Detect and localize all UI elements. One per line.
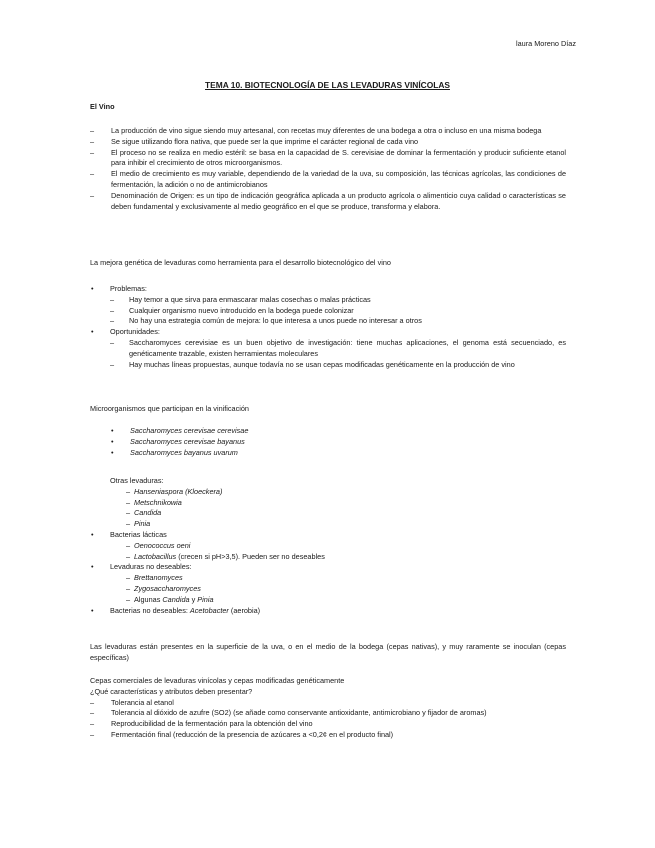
heading-el-vino: El Vino bbox=[90, 102, 115, 111]
list-item: – Tolerancia al etanol bbox=[90, 698, 566, 709]
species-name: Metschnikowia bbox=[134, 497, 182, 507]
list-item-oportunidades bbox=[90, 327, 566, 338]
cepas-section bbox=[90, 676, 566, 741]
species-name: Zygosaccharomyces bbox=[134, 583, 201, 593]
list-item: – Fermentación final (reducción de la presencia de azúcares a <0,2¢ en el producto final) bbox=[90, 730, 566, 741]
author-name: laura Moreno Díaz bbox=[515, 39, 576, 48]
no-deseables-label: Levaduras no deseables: bbox=[110, 562, 192, 572]
oportunidades-label: Oportunidades: bbox=[110, 327, 160, 337]
paragraph-levaduras: Las levaduras están presentes en la superficie de la uva, o en el medio de la bodega (cepas nativas), y muy raramente se inoculan (cepas específicas) bbox=[90, 642, 566, 662]
lactobacillus-note: (crecen si pH>3,5). Pueden ser no deseables bbox=[176, 551, 325, 561]
acetic-suffix: (aerobia) bbox=[228, 605, 261, 615]
saccharomyces-list bbox=[110, 426, 566, 458]
heading-mejora-genetica: La mejora genética de levaduras como herramienta para el desarrollo biotecnológico del vino bbox=[90, 258, 391, 267]
conjunction: y bbox=[189, 594, 198, 604]
list-item: – El proceso no se realiza en medio estéril: se basa en la capacidad de S. cerevisiae de dominar la fermentación y producir suficiente etanol para inhibir el crecimiento de otros microorganismos. bbox=[90, 148, 566, 170]
list-item: – Cualquier organismo nuevo introducido en la bodega puede colonizar bbox=[110, 306, 566, 317]
list-item bbox=[90, 573, 566, 584]
list-item-no-deseables bbox=[90, 562, 566, 573]
list-item: – Hay temor a que sirva para enmascarar malas cosechas o malas prácticas bbox=[110, 295, 566, 306]
list-item bbox=[110, 448, 566, 459]
species-name: Candida bbox=[162, 594, 190, 604]
oportunidades-sublist bbox=[90, 338, 566, 370]
heading-microorganismos: Microorganismos que participan en la vinificación bbox=[90, 404, 249, 413]
list-item bbox=[90, 595, 566, 606]
list-item bbox=[90, 487, 566, 498]
list-item bbox=[90, 498, 566, 509]
list-item: – El medio de crecimiento es muy variable, dependiendo de la variedad de la uva, su composición, las técnicas agrícolas, las condiciones de fermentación, la adición o no de antimicrobianos bbox=[90, 169, 566, 191]
species-name: Saccharomyces bayanus uvarum bbox=[130, 447, 238, 457]
list-item bbox=[90, 519, 566, 530]
species-name: Oenococcus oeni bbox=[134, 540, 191, 550]
acetic-prefix: Bacterias no deseables: bbox=[110, 605, 190, 615]
list-item: – Saccharomyces cerevisiae es un buen objetivo de investigación: tiene muchas aplicaciones, el genoma está secuenciado, es genéticamente trazable, existen herramientas moleculares bbox=[110, 338, 566, 360]
species-name: Lactobacillus bbox=[134, 551, 177, 561]
list-item bbox=[110, 426, 566, 437]
list-item bbox=[90, 584, 566, 595]
species-name: Candida bbox=[134, 508, 162, 518]
list-item bbox=[90, 508, 566, 519]
list-item bbox=[110, 437, 566, 448]
list-item-problemas bbox=[90, 284, 566, 295]
species-name: Pinia bbox=[134, 519, 151, 529]
list-item bbox=[90, 552, 566, 563]
list-item: – No hay una estrategia común de mejora: lo que interesa a unos puede no interesar a otros bbox=[110, 316, 566, 327]
list-item-acetic bbox=[90, 606, 566, 617]
species-name: Brettanomyces bbox=[134, 573, 183, 583]
list-item: – Tolerancia al dióxido de azufre (SO2) (se añade como conservante antioxidante, antimicrobiano y fijador de aromas) bbox=[90, 708, 566, 719]
list-item: – Reproducibilidad de la fermentación para la obtención del vino bbox=[90, 719, 566, 730]
cepas-heading-1: Cepas comerciales de levaduras vinícolas y cepas modificadas genéticamente bbox=[90, 676, 345, 685]
document-title: TEMA 10. BIOTECNOLOGÍA DE LAS LEVADURAS VINÍCOLAS bbox=[205, 80, 450, 90]
otras-block bbox=[90, 476, 566, 616]
list-item bbox=[90, 541, 566, 552]
list-item: – Se sigue utilizando flora nativa, que puede ser la que imprime el carácter regional de cada vino bbox=[90, 137, 566, 148]
species-name: Hanseniaspora (Kloeckera) bbox=[134, 486, 223, 496]
list-item-bacterias bbox=[90, 530, 566, 541]
list-item: – Hay muchas líneas propuestas, aunque todavía no se usan cepas modificadas genéticamente en la producción de vino bbox=[110, 360, 566, 371]
species-name: Saccharomyces cerevisae cerevisae bbox=[130, 426, 249, 435]
mejora-list bbox=[90, 284, 566, 370]
problemas-label: Problemas: bbox=[110, 284, 147, 293]
algunas-prefix: Algunas bbox=[134, 594, 163, 604]
otras-label: Otras levaduras: bbox=[110, 476, 164, 485]
cepas-heading-2: ¿Qué características y atributos deben presentar? bbox=[90, 686, 253, 696]
vino-list bbox=[90, 126, 566, 212]
list-item: – Denominación de Origen: es un tipo de indicación geográfica aplicada a un producto agrícola o alimenticio cuya calidad o características se deben fundamental y exclusivamente al medio geográfico en el que se produce, transforma y elabora. bbox=[90, 191, 566, 213]
bacterias-label: Bacterias lácticas bbox=[110, 529, 167, 539]
problemas-sublist bbox=[90, 295, 566, 327]
species-name: Saccharomyces cerevisae bayanus bbox=[130, 436, 245, 446]
species-name: Pinia bbox=[197, 594, 214, 604]
list-item: – La producción de vino sigue siendo muy artesanal, con recetas muy diferentes de una bodega a otra o incluso en una misma bodega bbox=[90, 126, 566, 137]
species-name: Acetobacter bbox=[189, 605, 229, 615]
